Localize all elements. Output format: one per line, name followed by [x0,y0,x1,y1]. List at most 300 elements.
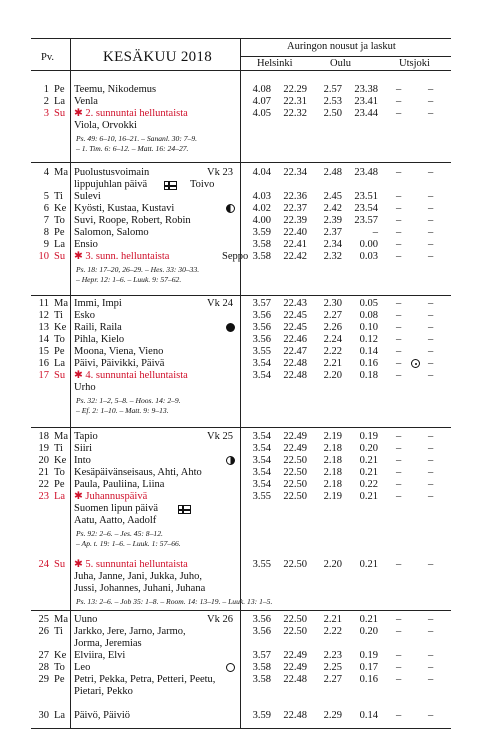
scripture-reference: Ps. 18: 17–20, 26–29. – Hes. 33: 30–33. [76,265,200,274]
weekday: La [54,491,66,502]
helsinki-sunrise: 4.00 [252,215,271,226]
weekday: Ma [54,614,68,625]
day-names: Paula, Pauliina, Liina [74,479,165,490]
oulu-sunset: 0.19 [359,650,378,661]
day-names: Venla [74,96,98,107]
helsinki-sunset: 22.43 [283,298,307,309]
day-names: Teemu, Nikodemus [74,84,157,95]
day-names: Raili, Raila [74,322,122,333]
helsinki-sunset: 22.48 [283,370,307,381]
helsinki-sunrise: 4.02 [252,203,271,214]
day-names: Sulevi [74,191,101,202]
helsinki-sunrise: 3.56 [252,322,271,333]
moon-phase-full-icon [226,663,235,672]
helsinki-sunset: 22.48 [283,358,307,369]
utsjoki-sunset: – [428,467,434,478]
utsjoki-sunset: – [428,370,434,381]
weekday: Ti [54,191,63,202]
weekday: Su [54,559,66,570]
weekday: La [54,96,66,107]
sun-heading: Auringon nousut ja laskut [287,41,396,52]
utsjoki-sunset: – [428,662,434,673]
utsjoki-sunrise: – [396,559,402,570]
oulu-sunset: 23.51 [354,191,378,202]
utsjoki-sunset: – [428,96,434,107]
helsinki-sunset: 22.49 [283,650,307,661]
oulu-sunset: 0.21 [359,455,378,466]
moon-phase-new-icon [226,323,235,332]
oulu-sunrise: 2.32 [323,251,342,262]
day-number: 12 [38,310,49,321]
weekday: Ti [54,443,63,454]
weekday: To [54,467,65,478]
oulu-sunrise: 2.22 [323,626,342,637]
weekday: Su [54,251,66,262]
helsinki-sunrise: 4.04 [252,167,271,178]
oulu-sunrise: 2.30 [323,298,342,309]
helsinki-sunrise: 3.54 [252,443,271,454]
utsjoki-sunset: – [428,614,434,625]
utsjoki-sunrise: – [396,467,402,478]
helsinki-sunset: 22.41 [283,239,307,250]
moon-phase-last-icon [226,204,235,213]
oulu-sunrise: 2.34 [323,239,342,250]
extra-name: Toivo [190,179,215,190]
oulu-sunrise: 2.24 [323,334,342,345]
helsinki-sunset: 22.50 [283,559,307,570]
day-number: 11 [38,298,49,309]
weekday: Pe [54,84,65,95]
day-names: Kesäpäivänseisaus, Ahti, Ahto [74,467,202,478]
helsinki-sunset: 22.50 [283,455,307,466]
helsinki-sunset: 22.45 [283,322,307,333]
day-number: 29 [38,674,49,685]
oulu-sunset: 0.00 [359,239,378,250]
day-names: Into [74,455,91,466]
weekday: Su [54,108,66,119]
oulu-sunrise: 2.21 [323,614,342,625]
utsjoki-sunset: – [428,479,434,490]
day-number: 20 [38,455,49,466]
utsjoki-sunset: – [428,455,434,466]
column-divider [70,38,71,728]
helsinki-sunset: 22.49 [283,431,307,442]
utsjoki-sunrise: – [396,96,402,107]
utsjoki-sunrise: – [396,108,402,119]
helsinki-sunset: 22.42 [283,251,307,262]
oulu-sunset: 0.21 [359,614,378,625]
helsinki-sunrise: 3.56 [252,334,271,345]
helsinki-sunrise: 4.08 [252,84,271,95]
oulu-sunset: 0.17 [359,662,378,673]
utsjoki-sunrise: – [396,191,402,202]
day-number: 10 [38,251,49,262]
helsinki-sunset: 22.49 [283,662,307,673]
oulu-sunrise: 2.23 [323,650,342,661]
weekday: To [54,215,65,226]
utsjoki-sunrise: – [396,358,402,369]
day-number: 4 [43,167,49,178]
oulu-sunrise: 2.29 [323,710,342,721]
week-number: Vk 25 [207,431,233,442]
utsjoki-sunset: – [428,334,434,345]
oulu-sunset: – [372,227,378,238]
oulu-sunset: 0.20 [359,626,378,637]
utsjoki-sunrise: – [396,443,402,454]
oulu-sunset: 23.41 [354,96,378,107]
helsinki-sunrise: 3.59 [252,710,271,721]
weekday: Pe [54,346,65,357]
oulu-sunset: 0.21 [359,491,378,502]
weekday: Ma [54,298,68,309]
helsinki-sunrise: 4.07 [252,96,271,107]
day-number: 3 [43,108,49,119]
day-number: 15 [38,346,49,357]
day-number: 25 [38,614,49,625]
utsjoki-sunrise: – [396,322,402,333]
day-names: Kyösti, Kustaa, Kustavi [74,203,175,214]
divider-line [31,38,451,39]
day-names: ✱ Juhannuspäivä [74,491,148,502]
helsinki-sunset: 22.34 [283,167,307,178]
weekday: Ti [54,626,63,637]
day-names: Päivö, Päiviö [74,710,131,721]
column-divider [240,38,241,728]
utsjoki-sunset: – [428,674,434,685]
day-names: Salomon, Salomo [74,227,149,238]
utsjoki-sunset: – [428,491,434,502]
utsjoki-sunrise: – [396,227,402,238]
helsinki-sunrise: 3.58 [252,662,271,673]
helsinki-sunset: 22.50 [283,491,307,502]
helsinki-sunrise: 3.55 [252,491,271,502]
oulu-sunrise: 2.18 [323,443,342,454]
day-names: ✱ 3. sunn. helluntaista [74,251,170,262]
helsinki-sunset: 22.45 [283,310,307,321]
helsinki-sunrise: 3.54 [252,370,271,381]
weekday: Pe [54,479,65,490]
helsinki-sunset: 22.50 [283,614,307,625]
divider-line [31,70,451,71]
oulu-sunrise: 2.21 [323,358,342,369]
header-subdivider [240,56,451,57]
day-number: 13 [38,322,49,333]
oulu-sunset: 23.44 [354,108,378,119]
utsjoki-sunset: – [428,191,434,202]
divider-line [31,427,451,428]
day-names: Elviira, Elvi [74,650,126,661]
helsinki-sunrise: 3.54 [252,467,271,478]
helsinki-sunrise: 4.03 [252,191,271,202]
utsjoki-sunset: – [428,108,434,119]
helsinki-sunset: 22.32 [283,108,307,119]
utsjoki-sunset: – [428,443,434,454]
divider-line [31,610,451,611]
weekday: Pe [54,227,65,238]
helsinki-sunset: 22.50 [283,626,307,637]
extra-name: Seppo [222,251,249,262]
scripture-reference: – Ef. 2: 1–10. – Matt. 9: 9–13. [76,406,169,415]
day-names: Suvi, Roope, Robert, Robin [74,215,191,226]
helsinki-sunset: 22.50 [283,467,307,478]
divider-line [31,162,451,163]
utsjoki-sunset: – [428,346,434,357]
utsjoki-sunrise: – [396,298,402,309]
day-names: Moona, Viena, Vieno [74,346,164,357]
oulu-sunrise: 2.25 [323,662,342,673]
utsjoki-sunset: – [428,167,434,178]
helsinki-sunrise: 3.56 [252,614,271,625]
weekday: La [54,358,66,369]
week-number: Vk 24 [207,298,233,309]
day-names: Jarkko, Jere, Jarno, Jarmo, [74,626,186,637]
helsinki-sunrise: 4.05 [252,108,271,119]
helsinki-sunrise: 3.56 [252,310,271,321]
day-names: Uuno [74,614,98,625]
utsjoki-sunrise: – [396,674,402,685]
scripture-reference: Ps. 32: 1–2, 5–8. – Hoos. 14: 2–9. [76,396,181,405]
day-names: Päivi, Päivikki, Päivä [74,358,165,369]
oulu-sunrise: 2.20 [323,370,342,381]
finnish-flag-icon [164,181,177,190]
oulu-sunrise: 2.27 [323,674,342,685]
helsinki-sunset: 22.47 [283,346,307,357]
utsjoki-sunset: – [428,559,434,570]
helsinki-sunset: 22.37 [283,203,307,214]
day-number: 17 [38,370,49,381]
oulu-sunrise: 2.18 [323,467,342,478]
finnish-flag-icon [178,505,191,514]
helsinki-sunset: 22.48 [283,674,307,685]
helsinki-sunset: 22.49 [283,443,307,454]
weekday: Ke [54,650,67,661]
oulu-sunset: 0.20 [359,443,378,454]
utsjoki-sunset: – [428,322,434,333]
day-names: Immi, Impi [74,298,122,309]
day-number: 7 [43,215,49,226]
scripture-reference: Ps. 13: 2–6. – Job 35: 1–8. – Room. 14: 13–19. – Luuk. 13: 1–5. [76,597,273,606]
oulu-sunset: 0.03 [359,251,378,262]
oulu-sunrise: 2.45 [323,191,342,202]
oulu-sunrise: 2.20 [323,559,342,570]
oulu-sunset: 0.05 [359,298,378,309]
sun-symbol-icon [411,359,420,368]
oulu-sunrise: 2.42 [323,203,342,214]
day-number: 6 [43,203,49,214]
helsinki-sunrise: 3.59 [252,227,271,238]
utsjoki-sunset: – [428,358,434,369]
day-number: 18 [38,431,49,442]
oulu-sunrise: 2.27 [323,310,342,321]
oulu-sunrise: 2.37 [323,227,342,238]
utsjoki-sunset: – [428,650,434,661]
moon-phase-first-icon [226,456,235,465]
oulu-sunrise: 2.22 [323,346,342,357]
oulu-sunset: 23.54 [354,203,378,214]
day-names: Pietari, Pekko [74,686,133,697]
city-helsinki: Helsinki [257,58,293,69]
utsjoki-sunrise: – [396,455,402,466]
oulu-sunrise: 2.39 [323,215,342,226]
oulu-sunset: 0.16 [359,358,378,369]
oulu-sunset: 0.21 [359,559,378,570]
helsinki-sunrise: 3.54 [252,431,271,442]
helsinki-sunrise: 3.58 [252,674,271,685]
utsjoki-sunrise: – [396,334,402,345]
day-names: Ensio [74,239,98,250]
weekday: Ke [54,203,67,214]
oulu-sunset: 0.12 [359,334,378,345]
day-names: Suomen lipun päivä [74,503,158,514]
helsinki-sunrise: 3.57 [252,298,271,309]
oulu-sunset: 0.08 [359,310,378,321]
week-number: Vk 23 [207,167,233,178]
helsinki-sunset: 22.39 [283,215,307,226]
day-number: 14 [38,334,49,345]
weekday: Su [54,370,66,381]
utsjoki-sunrise: – [396,614,402,625]
oulu-sunset: 0.10 [359,322,378,333]
utsjoki-sunrise: – [396,239,402,250]
day-names: Aatu, Aatto, Aadolf [74,515,157,526]
weekday: Ke [54,455,67,466]
helsinki-sunrise: 3.54 [252,358,271,369]
utsjoki-sunset: – [428,626,434,637]
oulu-sunset: 23.38 [354,84,378,95]
utsjoki-sunset: – [428,84,434,95]
city-utsjoki: Utsjoki [399,58,430,69]
oulu-sunset: 0.19 [359,431,378,442]
day-names: ✱ 2. sunnuntai helluntaista [74,108,188,119]
divider-line [31,295,451,296]
oulu-sunrise: 2.18 [323,479,342,490]
helsinki-sunrise: 3.55 [252,346,271,357]
oulu-sunset: 23.57 [354,215,378,226]
day-number: 1 [43,84,49,95]
helsinki-sunset: 22.50 [283,479,307,490]
day-number: 16 [38,358,49,369]
helsinki-sunset: 22.29 [283,84,307,95]
scripture-reference: – Hepr. 12: 1–6. – Luuk. 9: 57–62. [76,275,182,284]
helsinki-sunset: 22.31 [283,96,307,107]
day-names: Viola, Orvokki [74,120,137,131]
day-number: 26 [38,626,49,637]
oulu-sunrise: 2.19 [323,491,342,502]
utsjoki-sunrise: – [396,650,402,661]
utsjoki-sunset: – [428,215,434,226]
day-number: 19 [38,443,49,454]
oulu-sunset: 23.48 [354,167,378,178]
day-number: 8 [43,227,49,238]
header-pv: Pv. [41,52,55,63]
oulu-sunset: 0.18 [359,370,378,381]
weekday: To [54,662,65,673]
helsinki-sunset: 22.46 [283,334,307,345]
utsjoki-sunset: – [428,239,434,250]
page-title: KESÄKUU 2018 [103,49,213,65]
utsjoki-sunset: – [428,710,434,721]
day-number: 23 [38,491,49,502]
city-oulu: Oulu [330,58,351,69]
oulu-sunrise: 2.48 [323,167,342,178]
utsjoki-sunrise: – [396,203,402,214]
weekday: La [54,710,66,721]
utsjoki-sunset: – [428,298,434,309]
day-names: lippujuhlan päivä [74,179,148,190]
day-number: 30 [38,710,49,721]
utsjoki-sunset: – [428,203,434,214]
scripture-reference: Ps. 49: 6–10, 16–21. – Sananl. 30: 7–9. [76,134,198,143]
utsjoki-sunset: – [428,227,434,238]
utsjoki-sunrise: – [396,310,402,321]
utsjoki-sunrise: – [396,626,402,637]
day-number: 27 [38,650,49,661]
day-number: 2 [43,96,49,107]
helsinki-sunrise: 3.58 [252,239,271,250]
day-names: Jussi, Johannes, Juhani, Juhana [74,583,206,594]
utsjoki-sunrise: – [396,346,402,357]
oulu-sunrise: 2.19 [323,431,342,442]
weekday: Pe [54,674,65,685]
day-names: Tapio [74,431,98,442]
day-names: Leo [74,662,91,673]
day-names: ✱ 5. sunnuntai helluntaista [74,559,188,570]
day-names: Esko [74,310,95,321]
oulu-sunrise: 2.57 [323,84,342,95]
divider-line [31,728,451,729]
week-number: Vk 26 [207,614,233,625]
oulu-sunrise: 2.18 [323,455,342,466]
oulu-sunrise: 2.26 [323,322,342,333]
oulu-sunset: 0.14 [359,710,378,721]
day-number: 5 [43,191,49,202]
helsinki-sunrise: 3.58 [252,251,271,262]
day-number: 22 [38,479,49,490]
oulu-sunset: 0.16 [359,674,378,685]
utsjoki-sunrise: – [396,710,402,721]
helsinki-sunrise: 3.55 [252,559,271,570]
day-names: Siiri [74,443,93,454]
utsjoki-sunrise: – [396,662,402,673]
oulu-sunset: 0.22 [359,479,378,490]
oulu-sunset: 0.14 [359,346,378,357]
day-names: Puolustusvoimain [74,167,150,178]
oulu-sunrise: 2.50 [323,108,342,119]
day-names: Pihla, Kielo [74,334,125,345]
utsjoki-sunset: – [428,431,434,442]
utsjoki-sunrise: – [396,479,402,490]
day-number: 28 [38,662,49,673]
day-number: 21 [38,467,49,478]
weekday: To [54,334,65,345]
utsjoki-sunrise: – [396,215,402,226]
helsinki-sunset: 22.36 [283,191,307,202]
utsjoki-sunrise: – [396,167,402,178]
scripture-reference: Ps. 92: 2–6. – Jes. 45: 8–12. [76,529,163,538]
utsjoki-sunrise: – [396,84,402,95]
helsinki-sunset: 22.40 [283,227,307,238]
day-number: 9 [43,239,49,250]
weekday: Ma [54,431,68,442]
oulu-sunset: 0.21 [359,467,378,478]
utsjoki-sunset: – [428,251,434,262]
weekday: Ma [54,167,68,178]
day-names: Juha, Janne, Jani, Jukka, Juho, [74,571,203,582]
helsinki-sunrise: 3.54 [252,455,271,466]
day-names: Petri, Pekka, Petra, Petteri, Peetu, [74,674,216,685]
weekday: La [54,239,66,250]
weekday: Ke [54,322,67,333]
